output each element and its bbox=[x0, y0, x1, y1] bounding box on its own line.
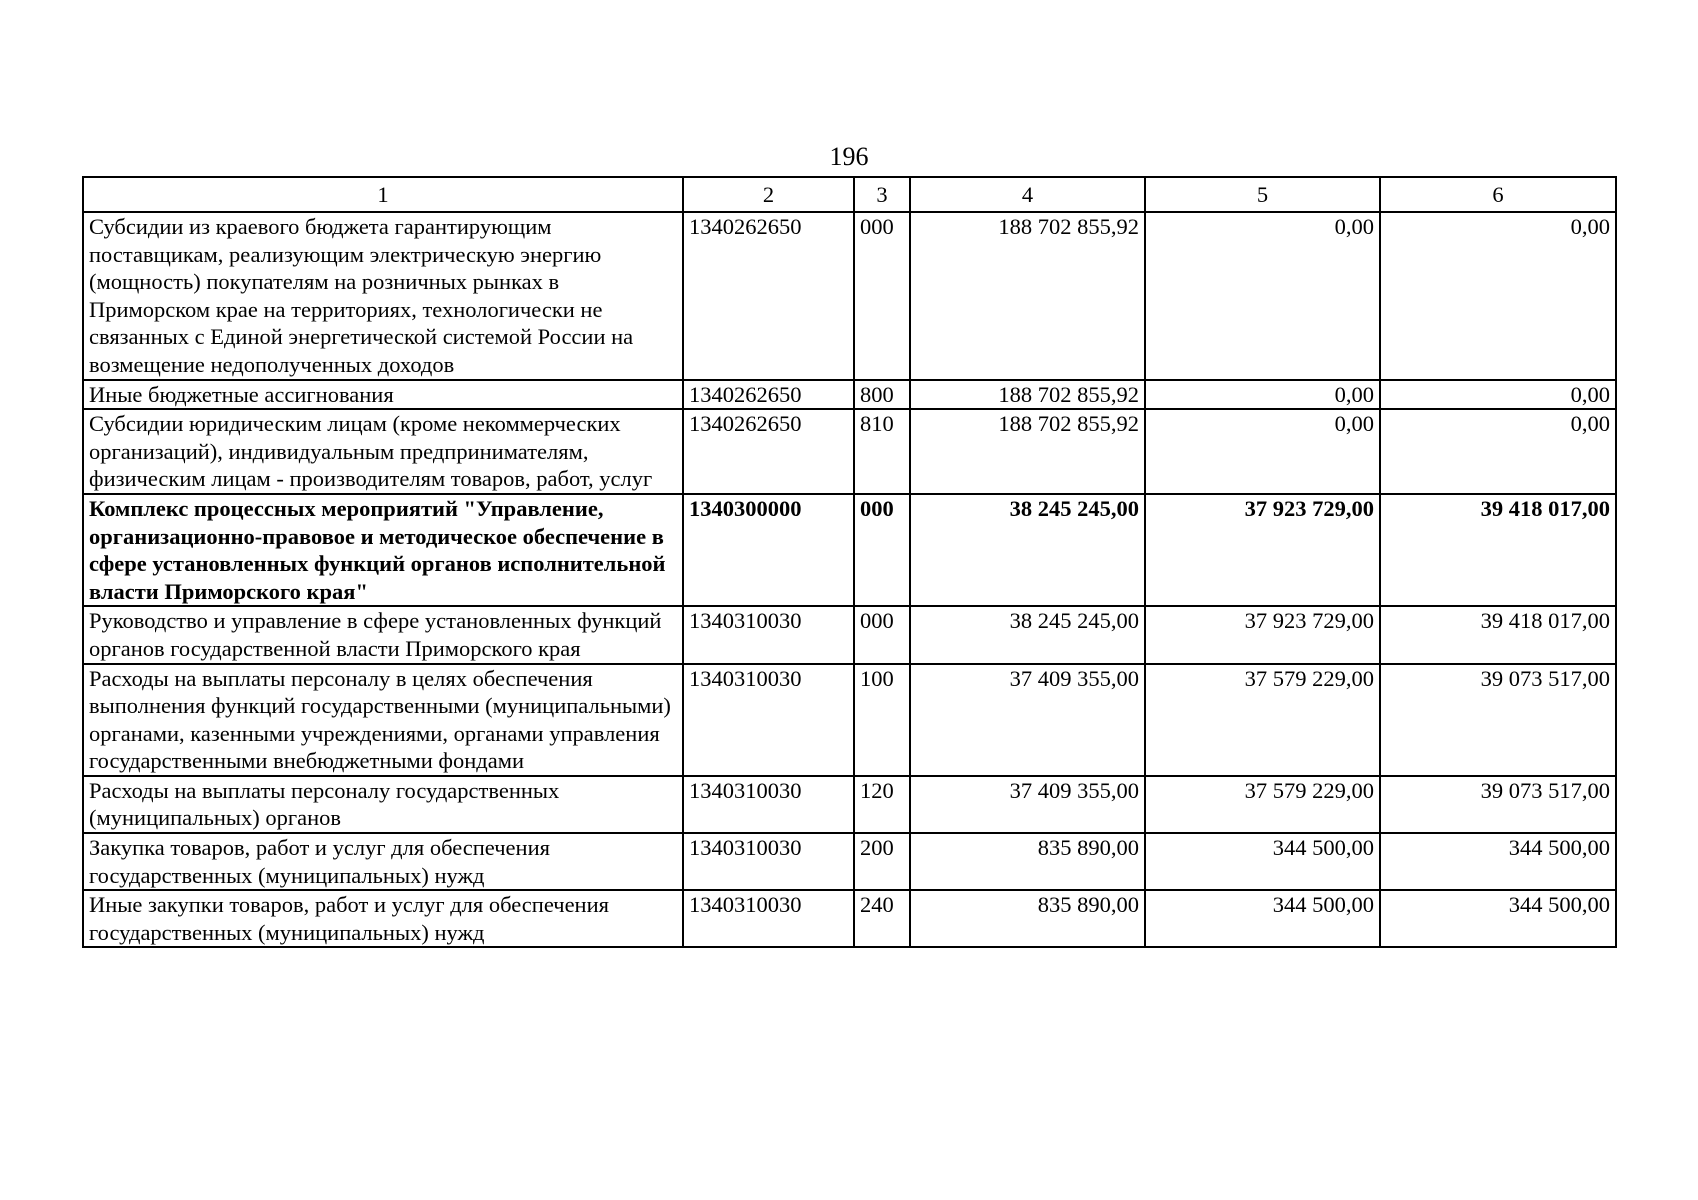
amount-col-4: 188 702 855,92 bbox=[910, 212, 1145, 380]
amount-col-4: 37 409 355,00 bbox=[910, 776, 1145, 833]
amount-col-5: 37 923 729,00 bbox=[1145, 494, 1380, 606]
amount-col-5: 37 579 229,00 bbox=[1145, 664, 1380, 776]
target-article-code: 1340262650 bbox=[683, 212, 854, 380]
expense-type-code: 100 bbox=[854, 664, 910, 776]
page-number: 196 bbox=[829, 142, 869, 171]
target-article-code: 1340310030 bbox=[683, 664, 854, 776]
table-row bbox=[83, 664, 1616, 776]
table-row bbox=[83, 212, 1616, 380]
budget-table bbox=[82, 176, 1617, 948]
amount-col-6: 39 073 517,00 bbox=[1380, 776, 1616, 833]
amount-col-6: 344 500,00 bbox=[1380, 833, 1616, 890]
amount-col-5: 344 500,00 bbox=[1145, 890, 1380, 947]
amount-col-4: 188 702 855,92 bbox=[910, 380, 1145, 410]
table-row bbox=[83, 409, 1616, 494]
row-description: Иные бюджетные ассигнования bbox=[83, 380, 683, 410]
expense-type-code: 200 bbox=[854, 833, 910, 890]
amount-col-6: 39 073 517,00 bbox=[1380, 664, 1616, 776]
target-article-code: 1340300000 bbox=[683, 494, 854, 606]
target-article-code: 1340310030 bbox=[683, 606, 854, 663]
header-row bbox=[83, 177, 1616, 212]
amount-col-6: 0,00 bbox=[1380, 212, 1616, 380]
amount-col-4: 835 890,00 bbox=[910, 833, 1145, 890]
amount-col-6: 39 418 017,00 bbox=[1380, 494, 1616, 606]
expense-type-code: 800 bbox=[854, 380, 910, 410]
amount-col-5: 0,00 bbox=[1145, 409, 1380, 494]
row-description: Расходы на выплаты персоналу в целях обеспечения выполнения функций государственными (муниципальными) органами, казенными учреждениями, органами управления государственными внебюджетными фондами bbox=[83, 664, 683, 776]
table-row bbox=[83, 380, 1616, 410]
expense-type-code: 000 bbox=[854, 212, 910, 380]
amount-col-4: 38 245 245,00 bbox=[910, 494, 1145, 606]
column-header: 4 bbox=[910, 177, 1145, 212]
row-description: Комплекс процессных мероприятий "Управление, организационно-правовое и методическое обеспечение в сфере установленных функций органов исполнительной власти Приморского края" bbox=[83, 494, 683, 606]
amount-col-6: 0,00 bbox=[1380, 380, 1616, 410]
target-article-code: 1340310030 bbox=[683, 776, 854, 833]
target-article-code: 1340262650 bbox=[683, 409, 854, 494]
expense-type-code: 120 bbox=[854, 776, 910, 833]
amount-col-4: 38 245 245,00 bbox=[910, 606, 1145, 663]
amount-col-6: 0,00 bbox=[1380, 409, 1616, 494]
column-header: 6 bbox=[1380, 177, 1616, 212]
amount-col-4: 37 409 355,00 bbox=[910, 664, 1145, 776]
expense-type-code: 000 bbox=[854, 606, 910, 663]
table-row bbox=[83, 494, 1616, 606]
expense-type-code: 240 bbox=[854, 890, 910, 947]
row-description: Закупка товаров, работ и услуг для обеспечения государственных (муниципальных) нужд bbox=[83, 833, 683, 890]
column-header: 3 bbox=[854, 177, 910, 212]
column-header: 1 bbox=[83, 177, 683, 212]
row-description: Руководство и управление в сфере установленных функций органов государственной власти Приморского края bbox=[83, 606, 683, 663]
amount-col-5: 0,00 bbox=[1145, 380, 1380, 410]
amount-col-4: 188 702 855,92 bbox=[910, 409, 1145, 494]
target-article-code: 1340310030 bbox=[683, 890, 854, 947]
row-description: Субсидии юридическим лицам (кроме некоммерческих организаций), индивидуальным предпринимателям, физическим лицам - производителям товаров, работ, услуг bbox=[83, 409, 683, 494]
table-row bbox=[83, 606, 1616, 663]
row-description: Расходы на выплаты персоналу государственных (муниципальных) органов bbox=[83, 776, 683, 833]
amount-col-5: 37 579 229,00 bbox=[1145, 776, 1380, 833]
column-header: 5 bbox=[1145, 177, 1380, 212]
table-row bbox=[83, 890, 1616, 947]
table-row bbox=[83, 776, 1616, 833]
row-description: Субсидии из краевого бюджета гарантирующим поставщикам, реализующим электрическую энергию (мощность) покупателям на розничных рынках в Приморском крае на территориях, технологически не связанных с Единой энергетической системой России на возмещение недополученных доходов bbox=[83, 212, 683, 380]
target-article-code: 1340310030 bbox=[683, 833, 854, 890]
row-description: Иные закупки товаров, работ и услуг для обеспечения государственных (муниципальных) нужд bbox=[83, 890, 683, 947]
amount-col-5: 344 500,00 bbox=[1145, 833, 1380, 890]
table-row bbox=[83, 833, 1616, 890]
amount-col-6: 344 500,00 bbox=[1380, 890, 1616, 947]
amount-col-4: 835 890,00 bbox=[910, 890, 1145, 947]
amount-col-5: 37 923 729,00 bbox=[1145, 606, 1380, 663]
target-article-code: 1340262650 bbox=[683, 380, 854, 410]
amount-col-6: 39 418 017,00 bbox=[1380, 606, 1616, 663]
column-header: 2 bbox=[683, 177, 854, 212]
expense-type-code: 000 bbox=[854, 494, 910, 606]
expense-type-code: 810 bbox=[854, 409, 910, 494]
amount-col-5: 0,00 bbox=[1145, 212, 1380, 380]
